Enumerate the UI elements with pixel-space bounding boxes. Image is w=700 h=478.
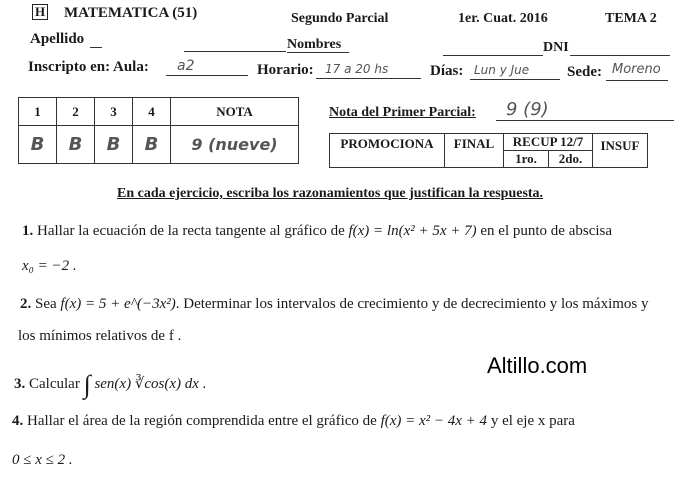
recup-second-cell: 2do. <box>549 151 593 168</box>
sede-line <box>606 80 668 81</box>
first-partial-value: 9 (9) <box>506 99 549 120</box>
dni-label: DNI <box>543 40 569 55</box>
question-3-text: Calcular <box>29 376 80 392</box>
nombres-field-line <box>443 55 543 56</box>
question-4-range: 0 ≤ x ≤ 2 . <box>12 452 73 468</box>
grade-mark-nota: 9 (nueve) <box>171 126 299 164</box>
question-2-function: f(x) = 5 + e^(−3x²) <box>60 296 176 312</box>
question-1-abscissa: x₀ = −2 . <box>22 258 77 274</box>
question-4-text: Hallar el área de la región comprendida entre el gráfico de <box>27 413 377 429</box>
horario-value: 17 a 20 hs <box>325 62 389 76</box>
grade-mark-1: B <box>19 126 57 164</box>
horario-line <box>316 78 421 79</box>
apellido-field-line <box>184 51 286 52</box>
question-1-number: 1. <box>22 223 34 239</box>
status-table <box>329 133 648 168</box>
instructions: En cada ejercicio, escriba los razonamientos que justifican la respuesta. <box>117 186 544 201</box>
question-4-tail: y el eje x para <box>490 413 575 429</box>
aula-line <box>166 75 248 76</box>
grade-mark-2: B <box>57 126 95 164</box>
question-2-text: . Determinar los intervalos de crecimiento y de decrecimiento y los máximos y <box>175 296 649 312</box>
grade-header-3: 3 <box>95 98 133 126</box>
exam-name: Segundo Parcial <box>291 11 389 26</box>
grade-table <box>18 97 299 164</box>
question-3 <box>14 370 206 400</box>
tema-number: TEMA 2 <box>605 11 657 26</box>
dias-value: Lun y Jue <box>474 63 530 77</box>
sede-value: Moreno <box>612 62 661 77</box>
question-4-function: f(x) = x² − 4x + 4 <box>380 413 488 429</box>
nombres-label: Nombres <box>287 37 342 52</box>
watermark: Altillo.com <box>487 353 588 378</box>
recup-first-cell: 1ro. <box>504 151 549 168</box>
subject-title: MATEMATICA (51) <box>64 5 198 21</box>
question-1-function: f(x) = ln(x² + 5x + 7) <box>348 223 477 239</box>
term: 1er. Cuat. 2016 <box>458 11 548 26</box>
first-partial-label: Nota del Primer Parcial: <box>329 105 476 120</box>
question-1-tail: en el punto de abscisa <box>480 223 613 239</box>
question-2 <box>20 296 649 313</box>
grade-header-2: 2 <box>57 98 95 126</box>
apellido-line <box>90 47 102 48</box>
aula-value: a2 <box>177 58 195 74</box>
horario-label: Horario: <box>257 62 314 78</box>
recup-cell: RECUP 12/7 <box>504 134 593 151</box>
dias-line <box>470 79 560 80</box>
final-cell: FINAL <box>445 134 504 168</box>
question-3-integrand: sen(x) ∛cos(x) dx . <box>94 376 207 392</box>
question-2-number: 2. <box>20 296 32 312</box>
apellido-label: Apellido <box>30 31 85 47</box>
question-2-line2: los mínimos relativos de f . <box>18 328 182 344</box>
tema-letter-box: H <box>32 4 48 20</box>
question-4-number: 4. <box>12 413 24 429</box>
grade-header-4: 4 <box>133 98 171 126</box>
grade-header-1: 1 <box>19 98 57 126</box>
grade-mark-4: B <box>133 126 171 164</box>
question-2-sea: Sea <box>35 296 57 312</box>
dias-label: Días: <box>430 63 464 79</box>
question-1 <box>22 223 612 240</box>
integral-sign-icon: ∫ <box>83 370 91 399</box>
promociona-cell: PROMOCIONA <box>330 134 445 168</box>
question-4 <box>12 413 575 430</box>
sede-label: Sede: <box>567 64 602 80</box>
grade-mark-3: B <box>95 126 133 164</box>
nombres-underline <box>287 52 349 53</box>
question-3-number: 3. <box>14 376 26 392</box>
grade-header-nota: NOTA <box>171 98 299 126</box>
dni-field-line <box>570 55 670 56</box>
question-1-text: Hallar la ecuación de la recta tangente al gráfico de <box>37 223 345 239</box>
inscripto-label: Inscripto en: Aula: <box>28 59 149 75</box>
first-partial-line <box>496 120 674 121</box>
insuf-cell: INSUF <box>593 134 648 168</box>
